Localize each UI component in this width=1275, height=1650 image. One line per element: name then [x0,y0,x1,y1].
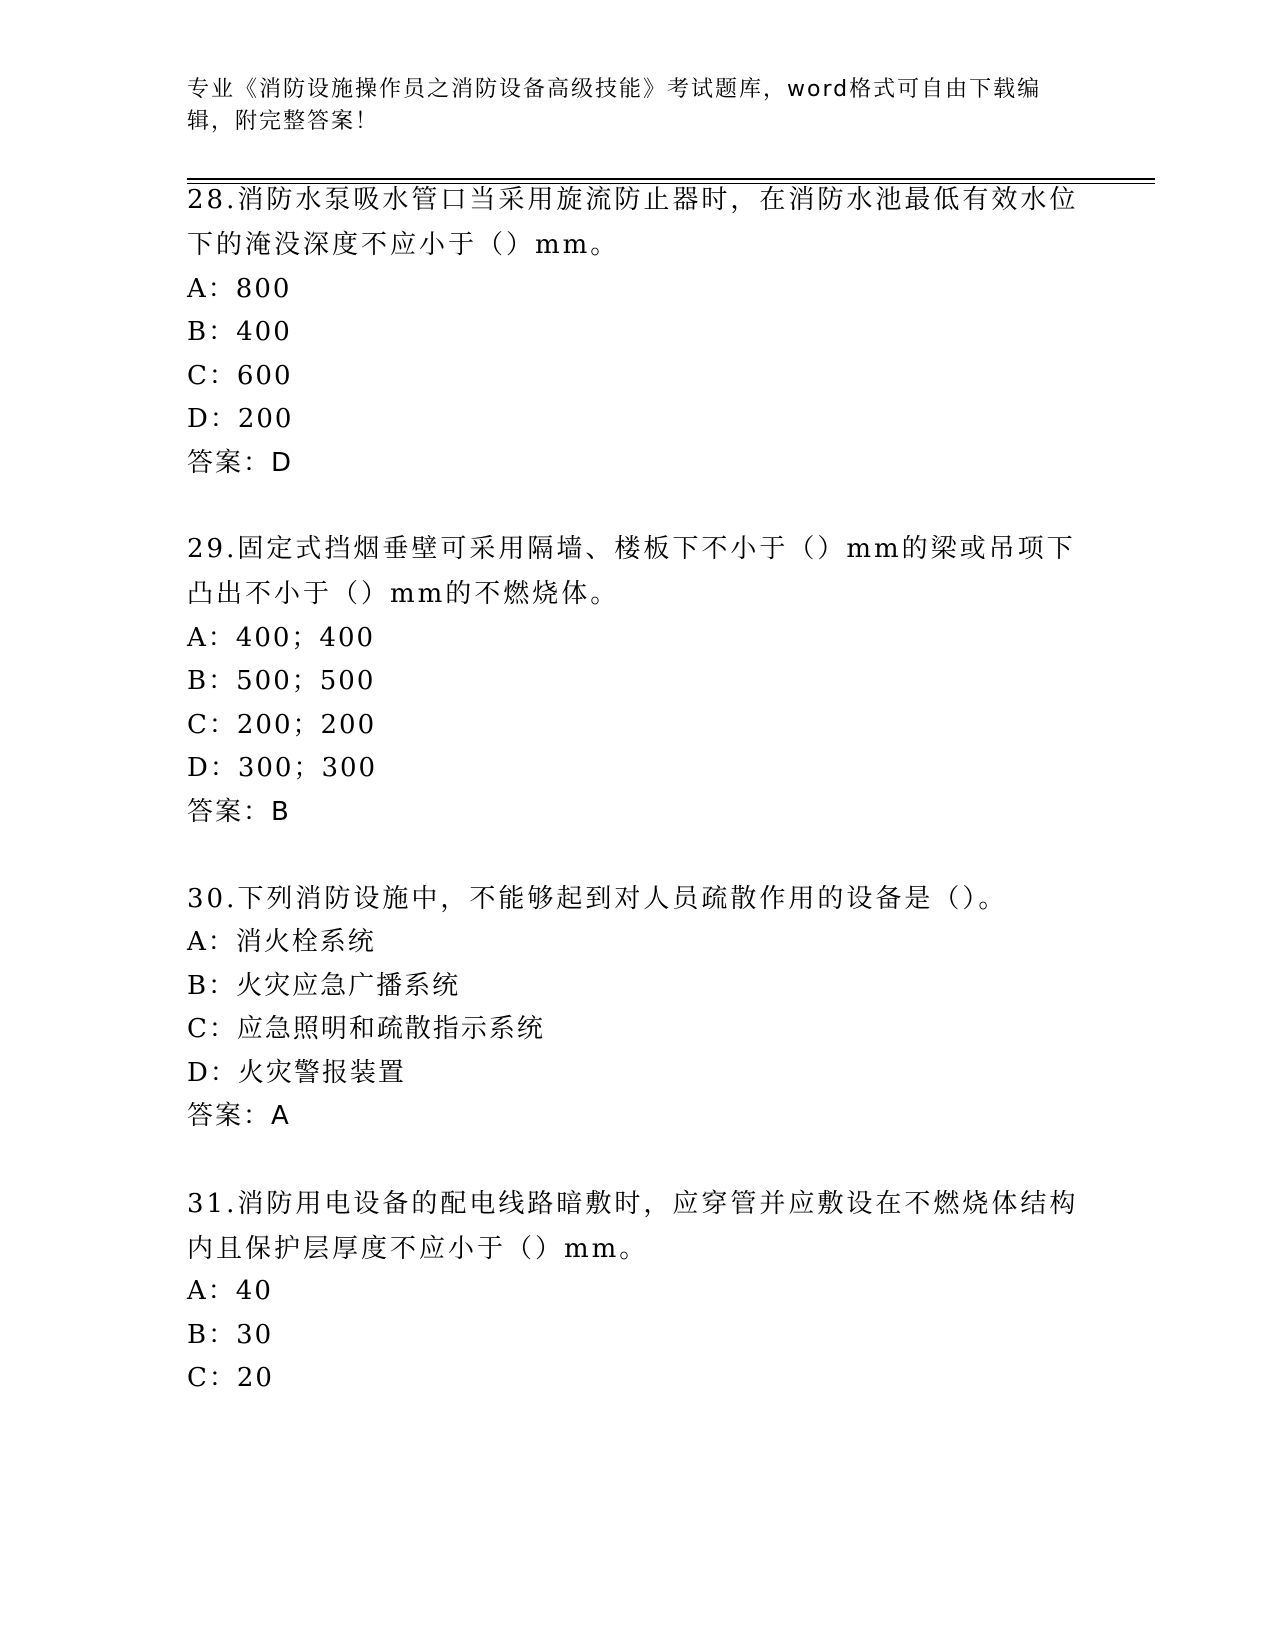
question-30-option-a: A：消火栓系统 [187,927,376,957]
question-28-option-b: B：400 [187,317,292,347]
question-31-option-b: B：30 [187,1320,274,1350]
question-28-option-d: D：200 [187,404,294,434]
question-31-option-a: A：40 [187,1276,273,1306]
question-29-option-b: B：500；500 [187,666,376,696]
question-29-text: 29.固定式挡烟垂壁可采用隔墙、楼板下不小于（）mm的梁或吊项下凸出不小于（）mm的不燃烧体。 [187,534,1076,609]
question-29-answer: 答案：B [187,797,291,827]
question-30-option-c: C：应急照明和疏散指示系统 [187,1014,545,1044]
document-header: 专业《消防设施操作员之消防设备高级技能》考试题库，word格式可自由下载编辑，附完整答案！ [187,77,1042,134]
question-28-text: 28.消防水泵吸水管口当采用旋流防止器时，在消防水池最低有效水位下的淹没深度不应小于（）mm。 [187,185,1079,260]
question-30-option-b: B：火灾应急广播系统 [187,971,461,1001]
question-28-option-a: A：800 [187,274,292,304]
question-31-text: 31.消防用电设备的配电线路暗敷时，应穿管并应敷设在不燃烧体结构内且保护层厚度不应小于（）mm。 [187,1189,1079,1264]
question-28-answer: 答案：D [187,448,294,478]
question-28-option-c: C：600 [187,361,293,391]
question-31-option-c: C：20 [187,1363,274,1393]
question-30-option-d: D：火灾警报装置 [187,1058,406,1088]
question-30-text: 30.下列消防设施中，不能够起到对人员疏散作用的设备是（）。 [187,884,1008,914]
question-29-option-a: A：400；400 [187,623,376,653]
question-29-option-c: C：200；200 [187,710,377,740]
question-29-option-d: D：300；300 [187,753,378,783]
question-30-answer: 答案：A [187,1101,291,1131]
